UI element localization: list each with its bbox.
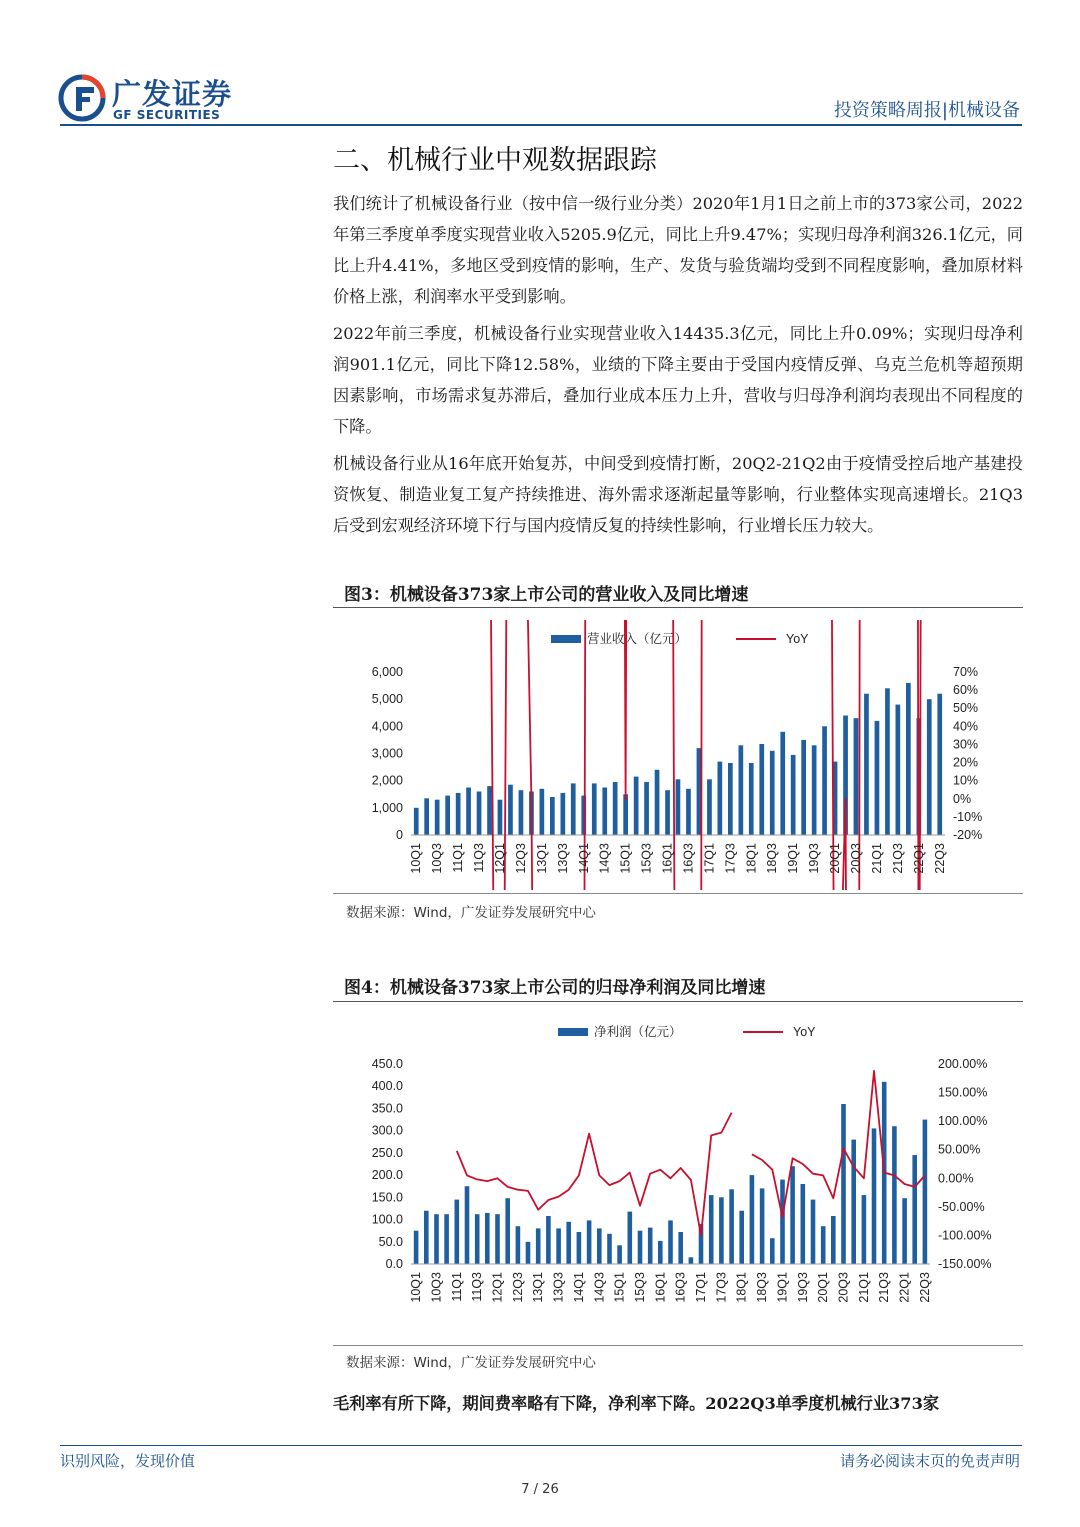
x-axis-tick-label: 20Q1 xyxy=(828,843,843,874)
data-bar xyxy=(851,1140,856,1264)
x-axis-tick-label: 21Q1 xyxy=(869,843,884,874)
data-bar xyxy=(571,783,576,835)
revenue-chart xyxy=(333,620,1023,890)
data-bar xyxy=(519,790,524,835)
data-bar xyxy=(668,1220,673,1264)
data-bar xyxy=(678,1232,683,1264)
data-bar xyxy=(780,1180,785,1264)
x-axis-tick-label: 16Q3 xyxy=(681,843,696,874)
data-bar xyxy=(937,694,942,835)
data-bar xyxy=(875,721,880,835)
data-bar xyxy=(665,790,670,835)
x-axis-tick-label: 17Q1 xyxy=(694,1272,709,1303)
x-axis-tick-label: 21Q3 xyxy=(877,1272,892,1303)
x-axis-tick-label: 12Q3 xyxy=(510,1272,525,1303)
data-bar xyxy=(801,1184,806,1264)
x-axis-tick-label: 15Q3 xyxy=(639,843,654,874)
data-bar xyxy=(739,745,744,835)
legend-line-label: YoY xyxy=(793,1025,816,1039)
y-axis-tick-label: 150.0 xyxy=(371,1190,403,1205)
x-axis-tick-label: 22Q1 xyxy=(897,1272,912,1303)
y2-axis-tick-label: -100.00% xyxy=(938,1228,992,1243)
y2-axis-tick-label: 100.00% xyxy=(938,1114,988,1129)
y-axis-tick-label: 350.0 xyxy=(371,1101,403,1116)
x-axis-tick-label: 20Q1 xyxy=(816,1272,831,1303)
data-bar xyxy=(536,1228,541,1264)
x-axis-tick-label: 19Q1 xyxy=(786,843,801,874)
figure-4-source: 数据来源：Wind，广发证券发展研究中心 xyxy=(346,1355,596,1371)
data-bar xyxy=(556,1228,561,1264)
x-axis-tick-label: 14Q1 xyxy=(571,1272,586,1303)
logo-chinese-name: 广发证券 xyxy=(112,77,233,111)
yoy-series-line xyxy=(752,1071,925,1217)
data-bar xyxy=(414,808,419,835)
data-bar xyxy=(760,1188,765,1264)
y-axis-tick-label: 3,000 xyxy=(371,746,403,761)
y-axis-tick-label: 6,000 xyxy=(371,665,403,679)
data-bar xyxy=(841,1104,846,1264)
x-axis-tick-label: 15Q1 xyxy=(612,1272,627,1303)
data-bar xyxy=(780,732,785,835)
y2-axis-tick-label: 40% xyxy=(953,719,979,734)
x-axis-tick-label: 19Q3 xyxy=(795,1272,810,1303)
data-bar xyxy=(658,1241,663,1264)
y2-axis-tick-label: -10% xyxy=(953,809,983,824)
y2-axis-tick-label: 70% xyxy=(953,665,979,679)
closing-paragraph: 毛利率有所下降，期间费率略有下降，净利率下降。2022Q3单季度机械行业373家 xyxy=(333,1394,940,1413)
data-bar xyxy=(676,779,681,835)
x-axis-tick-label: 22Q3 xyxy=(917,1272,932,1303)
section-title: 二、机械行业中观数据跟踪 xyxy=(333,145,657,176)
x-axis-tick-label: 19Q3 xyxy=(807,843,822,874)
data-bar xyxy=(561,793,566,835)
legend-line-label: YoY xyxy=(786,632,809,646)
figure-3-source: 数据来源：Wind，广发证券发展研究中心 xyxy=(346,905,596,921)
data-bar xyxy=(475,1214,480,1264)
data-bar xyxy=(597,1228,602,1264)
y2-axis-tick-label: 150.00% xyxy=(938,1085,988,1100)
header-divider xyxy=(60,124,1022,126)
data-bar xyxy=(487,786,492,835)
data-bar xyxy=(906,683,911,835)
y2-axis-tick-label: 30% xyxy=(953,737,979,752)
data-bar xyxy=(822,726,827,835)
data-bar xyxy=(729,1189,734,1264)
y2-axis-tick-label: 50.00% xyxy=(938,1142,981,1157)
x-axis-tick-label: 11Q3 xyxy=(472,843,487,873)
data-bar xyxy=(811,1200,816,1264)
x-axis-tick-label: 12Q1 xyxy=(490,1272,505,1303)
x-axis-tick-label: 14Q3 xyxy=(592,1272,607,1303)
x-axis-tick-label: 21Q3 xyxy=(890,843,905,874)
data-bar xyxy=(445,796,450,835)
data-bar xyxy=(424,1211,429,1264)
data-bar xyxy=(728,763,733,835)
data-bar xyxy=(485,1213,490,1264)
y-axis-tick-label: 300.0 xyxy=(371,1123,403,1138)
x-axis-tick-label: 22Q1 xyxy=(911,843,926,874)
figure-3-top-rule xyxy=(333,607,1023,608)
report-category: 投资策略周报|机械设备 xyxy=(833,100,1020,121)
data-bar xyxy=(791,755,796,835)
y-axis-tick-label: 400.0 xyxy=(371,1079,403,1094)
legend-bar-swatch xyxy=(551,635,581,643)
x-axis-tick-label: 13Q1 xyxy=(534,843,549,874)
data-bar xyxy=(577,1232,582,1264)
data-bar xyxy=(566,1222,571,1264)
legend-bar-label: 净利润（亿元） xyxy=(594,1025,682,1039)
data-bar xyxy=(655,770,660,835)
data-bar xyxy=(444,1214,449,1264)
x-axis-tick-label: 10Q1 xyxy=(409,1272,424,1303)
y2-axis-tick-label: -50.00% xyxy=(938,1199,985,1214)
data-bar xyxy=(508,785,513,835)
x-axis-tick-label: 20Q3 xyxy=(836,1272,851,1303)
x-axis-tick-label: 17Q3 xyxy=(723,843,738,874)
data-bar xyxy=(923,1120,928,1264)
paragraph-3: 机械设备行业从16年底开始复苏，中间受到疫情打断，20Q2-21Q2由于疫情受控后地产基建投资恢复、制造业复工复产持续推进、海外需求逐渐起量等影响，行业整体实现高速增长。21Q3后受到宏观经济环境下行与国内疫情反复的持续性影响，行业增长压力较大。 xyxy=(333,454,1023,535)
data-bar xyxy=(896,705,901,835)
data-bar xyxy=(864,694,869,835)
figure-4-bottom-rule xyxy=(333,1345,1023,1346)
data-bar xyxy=(831,1216,836,1264)
data-bar xyxy=(749,763,754,835)
data-bar xyxy=(686,789,691,835)
y-axis-tick-label: 0.0 xyxy=(385,1257,403,1271)
x-axis-tick-label: 18Q3 xyxy=(765,843,780,874)
x-axis-tick-label: 12Q3 xyxy=(513,843,528,874)
data-bar xyxy=(770,751,775,835)
x-axis-tick-label: 16Q3 xyxy=(673,1272,688,1303)
x-axis-tick-label: 18Q1 xyxy=(734,1272,749,1303)
net-profit-chart xyxy=(333,1015,1023,1315)
data-bar xyxy=(739,1211,744,1264)
y-axis-tick-label: 100.0 xyxy=(371,1212,403,1227)
x-axis-tick-label: 19Q1 xyxy=(775,1272,790,1303)
footer-disclaimer-link[interactable]: 请务必阅读末页的免责声明 xyxy=(839,1452,1020,1470)
legend-bar-label: 营业收入（亿元） xyxy=(587,632,688,646)
data-bar xyxy=(912,1155,917,1264)
data-bar xyxy=(455,1200,460,1264)
x-axis-tick-label: 18Q1 xyxy=(744,843,759,874)
y-axis-tick-label: 0 xyxy=(396,828,403,842)
figure-3-bottom-rule xyxy=(333,893,1023,894)
data-bar xyxy=(638,1231,643,1264)
y2-axis-tick-label: -20% xyxy=(953,828,983,842)
data-bar xyxy=(540,789,545,835)
data-bar xyxy=(546,1216,551,1264)
data-bar xyxy=(707,779,712,835)
data-bar xyxy=(759,744,764,835)
data-bar xyxy=(414,1231,419,1264)
y-axis-tick-label: 50.0 xyxy=(378,1234,403,1249)
data-bar xyxy=(790,1166,795,1264)
data-bar xyxy=(648,1228,653,1264)
data-bar xyxy=(628,1212,633,1264)
data-bar xyxy=(885,688,890,835)
x-axis-tick-label: 14Q1 xyxy=(576,843,591,874)
footer-divider xyxy=(60,1445,1022,1446)
x-axis-tick-label: 16Q1 xyxy=(660,843,675,874)
data-bar xyxy=(902,1198,907,1264)
data-bar xyxy=(516,1226,521,1264)
data-bar xyxy=(927,699,932,835)
data-bar xyxy=(607,1234,612,1264)
y-axis-tick-label: 250.0 xyxy=(371,1145,403,1160)
data-bar xyxy=(526,1242,531,1264)
data-bar xyxy=(498,800,503,835)
data-bar xyxy=(718,762,723,835)
x-axis-tick-label: 22Q3 xyxy=(932,843,947,874)
data-bar xyxy=(892,1126,897,1264)
x-axis-tick-label: 11Q3 xyxy=(470,1272,485,1302)
data-bar xyxy=(750,1175,755,1264)
data-bar xyxy=(466,788,471,836)
y2-axis-tick-label: 20% xyxy=(953,755,979,770)
x-axis-tick-label: 20Q3 xyxy=(849,843,863,874)
data-bar xyxy=(602,788,607,836)
data-bar xyxy=(435,800,440,835)
y-axis-tick-label: 200.0 xyxy=(371,1168,403,1183)
y2-axis-tick-label: -150.00% xyxy=(938,1257,992,1271)
x-axis-tick-label: 10Q3 xyxy=(429,1272,444,1303)
data-bar xyxy=(592,783,597,835)
data-bar xyxy=(495,1214,500,1264)
data-bar xyxy=(770,1238,775,1264)
y2-axis-tick-label: 200.00% xyxy=(938,1057,988,1071)
data-bar xyxy=(623,794,628,835)
y-axis-tick-label: 2,000 xyxy=(371,773,403,788)
footer-slogan: 识别风险，发现价值 xyxy=(60,1452,196,1470)
y2-axis-tick-label: 10% xyxy=(953,773,979,788)
x-axis-tick-label: 13Q3 xyxy=(551,1272,566,1303)
y-axis-tick-label: 1,000 xyxy=(371,800,403,815)
y2-axis-tick-label: 50% xyxy=(953,701,979,716)
x-axis-tick-label: 18Q3 xyxy=(755,1272,770,1303)
data-bar xyxy=(477,792,482,836)
data-bar xyxy=(801,740,806,835)
x-axis-tick-label: 16Q1 xyxy=(653,1272,668,1303)
y-axis-tick-label: 450.0 xyxy=(371,1057,403,1071)
x-axis-tick-label: 13Q3 xyxy=(555,843,570,874)
x-axis-tick-label: 13Q1 xyxy=(531,1272,546,1303)
page-number: 7 / 26 xyxy=(521,1482,559,1497)
data-bar xyxy=(634,777,639,835)
data-bar xyxy=(434,1214,439,1264)
x-axis-tick-label: 10Q3 xyxy=(430,843,445,874)
data-bar xyxy=(424,798,429,835)
x-axis-tick-label: 10Q1 xyxy=(409,843,424,874)
data-bar xyxy=(617,1245,622,1264)
data-bar xyxy=(587,1220,592,1264)
y2-axis-tick-label: 60% xyxy=(953,683,979,698)
x-axis-tick-label: 11Q1 xyxy=(449,1272,464,1302)
data-bar xyxy=(812,745,817,835)
data-bar xyxy=(689,1257,694,1264)
data-bar xyxy=(465,1186,470,1264)
figure-4-title: 图4：机械设备373家上市公司的归母净利润及同比增速 xyxy=(344,978,766,998)
x-axis-tick-label: 15Q3 xyxy=(632,1272,647,1303)
x-axis-tick-label: 17Q3 xyxy=(714,1272,729,1303)
paragraph-1: 我们统计了机械设备行业（按中信一级行业分类）2020年1月1日之前上市的373家公司，2022年第三季度单季度实现营业收入5205.9亿元，同比上升9.47%；实现归母净利润326.1亿元，同比上升4.41%，多地区受到疫情的影响，生产、发货与验货端均受到不同程度影响，叠加原材料价格上涨，利润率水平受到影响。 xyxy=(333,194,1023,306)
x-axis-tick-label: 14Q3 xyxy=(597,843,612,874)
x-axis-tick-label: 11Q1 xyxy=(451,843,466,873)
data-bar xyxy=(550,797,555,835)
paragraph-2: 2022年前三季度，机械设备行业实现营业收入14435.3亿元，同比上升0.09%；实现归母净利润901.1亿元，同比下降12.58%，业绩的下降主要由于受国内疫情反弹、乌克兰危机等超预期因素影响，市场需求复苏滞后，叠加行业成本压力上升，营收与归母净利润均表现出不同程度的下降。 xyxy=(333,324,1023,436)
data-bar xyxy=(505,1198,510,1264)
x-axis-tick-label: 12Q1 xyxy=(493,843,507,874)
y-axis-tick-label: 4,000 xyxy=(371,719,403,734)
data-bar xyxy=(872,1128,877,1264)
figure-3-title: 图3：机械设备373家上市公司的营业收入及同比增速 xyxy=(344,585,749,605)
y2-axis-tick-label: 0.00% xyxy=(938,1171,974,1186)
data-bar xyxy=(854,718,859,835)
x-axis-tick-label: 15Q1 xyxy=(618,843,633,874)
data-bar xyxy=(821,1226,826,1264)
data-bar xyxy=(862,1195,867,1264)
y-axis-tick-label: 5,000 xyxy=(371,692,403,707)
logo-english-name: GF SECURITIES xyxy=(113,108,221,122)
figure-4-top-rule xyxy=(333,1001,1023,1002)
data-bar xyxy=(719,1197,724,1264)
y2-axis-tick-label: 0% xyxy=(953,791,972,806)
x-axis-tick-label: 21Q1 xyxy=(856,1272,871,1303)
x-axis-tick-label: 17Q1 xyxy=(702,843,717,874)
data-bar xyxy=(456,793,461,835)
legend-bar-swatch xyxy=(558,1028,588,1036)
data-bar xyxy=(613,782,618,835)
data-bar xyxy=(709,1195,714,1264)
data-bar xyxy=(644,782,649,835)
gf-logo-icon xyxy=(58,74,106,122)
